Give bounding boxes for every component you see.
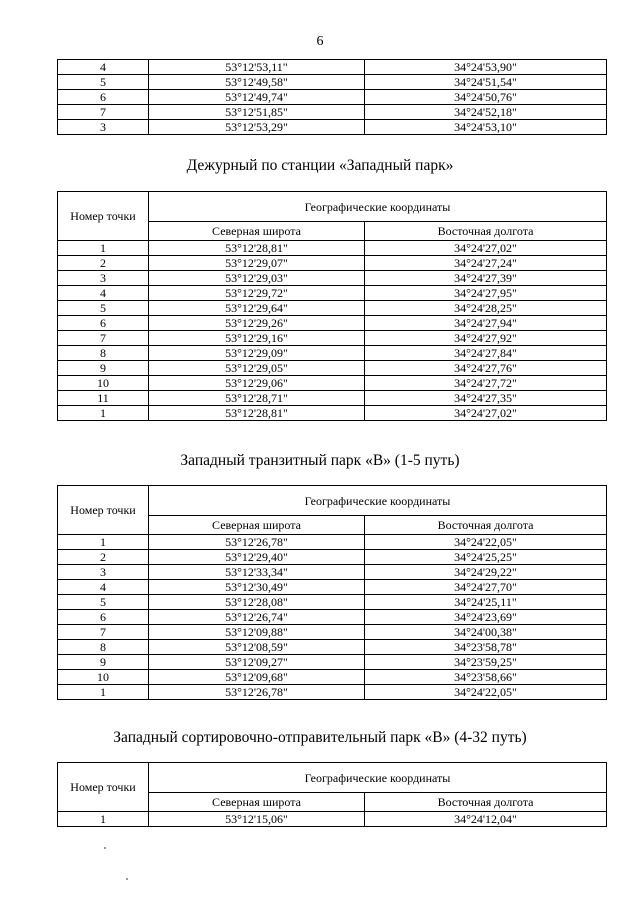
north-latitude-cell: 53°12'26,74" [149, 610, 365, 625]
north-latitude-cell: 53°12'09,27" [149, 655, 365, 670]
point-number-cell: 5 [58, 595, 149, 610]
north-latitude-cell: 53°12'28,71" [149, 391, 365, 406]
table-row [58, 670, 607, 685]
point-number-cell: 5 [58, 75, 149, 90]
east-longitude-cell: 34°24'28,25" [365, 301, 607, 316]
page-number: 6 [316, 34, 324, 49]
point-number-cell: 9 [58, 655, 149, 670]
table-row [58, 120, 607, 135]
east-longitude-cell: 34°24'53,90" [365, 60, 607, 75]
east-longitude-cell: 34°24'25,11" [365, 595, 607, 610]
east-longitude-cell: 34°24'27,02" [365, 406, 607, 421]
header-geo-coordinates: Географические координаты [149, 763, 607, 793]
east-longitude-cell: 34°24'27,94" [365, 316, 607, 331]
north-latitude-cell: 53°12'28,81" [149, 406, 365, 421]
north-latitude-cell: 53°12'29,26" [149, 316, 365, 331]
point-number-cell: 5 [58, 301, 149, 316]
east-longitude-cell: 34°24'12,04" [365, 812, 607, 827]
table-row [58, 580, 607, 595]
table-row [58, 331, 607, 346]
east-longitude-cell: 34°24'23,69" [365, 610, 607, 625]
east-longitude-cell: 34°24'27,24" [365, 256, 607, 271]
point-number-cell: 7 [58, 105, 149, 120]
table-row [58, 90, 607, 105]
north-latitude-cell: 53°12'30,49" [149, 580, 365, 595]
coordinates-table-western-park-duty [57, 191, 607, 421]
table-row [58, 346, 607, 361]
north-latitude-cell: 53°12'09,88" [149, 625, 365, 640]
north-latitude-cell: 53°12'29,09" [149, 346, 365, 361]
table-row [58, 286, 607, 301]
east-longitude-cell: 34°24'25,25" [365, 550, 607, 565]
north-latitude-cell: 53°12'26,78" [149, 685, 365, 700]
east-longitude-cell: 34°24'22,05" [365, 535, 607, 550]
point-number-cell: 2 [58, 256, 149, 271]
north-latitude-cell: 53°12'49,74" [149, 90, 365, 105]
north-latitude-cell: 53°12'15,06" [149, 812, 365, 827]
east-longitude-cell: 34°24'22,05" [365, 685, 607, 700]
point-number-cell: 7 [58, 625, 149, 640]
table-row [58, 610, 607, 625]
east-longitude-cell: 34°24'27,39" [365, 271, 607, 286]
table-row [58, 75, 607, 90]
header-point-number: Номер точки [58, 486, 149, 535]
table-row [58, 655, 607, 670]
point-number-cell: 4 [58, 580, 149, 595]
section-title-sorting-park: Западный сортировочно-отправительный парк «В» (4-32 путь) [113, 729, 527, 746]
north-latitude-cell: 53°12'28,81" [149, 241, 365, 256]
table-row [58, 241, 607, 256]
table-row [58, 406, 607, 421]
point-number-cell: 11 [58, 391, 149, 406]
north-latitude-cell: 53°12'53,11" [149, 60, 365, 75]
header-east-longitude: Восточная долгота [365, 222, 607, 241]
point-number-cell: 1 [58, 406, 149, 421]
table-row [58, 812, 607, 827]
table-row [58, 625, 607, 640]
point-number-cell: 4 [58, 286, 149, 301]
table-row [58, 271, 607, 286]
section-title-western-park-duty: Дежурный по станции «Западный парк» [186, 157, 454, 174]
table-row [58, 105, 607, 120]
north-latitude-cell: 53°12'49,58" [149, 75, 365, 90]
table-row [58, 535, 607, 550]
table-row [58, 685, 607, 700]
north-latitude-cell: 53°12'51,85" [149, 105, 365, 120]
header-point-number: Номер точки [58, 192, 149, 241]
east-longitude-cell: 34°24'27,92" [365, 331, 607, 346]
east-longitude-cell: 34°24'52,18" [365, 105, 607, 120]
header-geo-coordinates: Географические координаты [149, 486, 607, 516]
north-latitude-cell: 53°12'29,64" [149, 301, 365, 316]
east-longitude-cell: 34°23'58,78" [365, 640, 607, 655]
point-number-cell: 8 [58, 346, 149, 361]
header-east-longitude: Восточная долгота [365, 793, 607, 812]
point-number-cell: 9 [58, 361, 149, 376]
north-latitude-cell: 53°12'28,08" [149, 595, 365, 610]
table-row [58, 565, 607, 580]
north-latitude-cell: 53°12'08,59" [149, 640, 365, 655]
east-longitude-cell: 34°24'27,70" [365, 580, 607, 595]
table-row [58, 301, 607, 316]
north-latitude-cell: 53°12'29,72" [149, 286, 365, 301]
north-latitude-cell: 53°12'53,29" [149, 120, 365, 135]
table-row [58, 595, 607, 610]
east-longitude-cell: 34°24'00,38" [365, 625, 607, 640]
north-latitude-cell: 53°12'29,16" [149, 331, 365, 346]
north-latitude-cell: 53°12'29,03" [149, 271, 365, 286]
point-number-cell: 4 [58, 60, 149, 75]
point-number-cell: 8 [58, 640, 149, 655]
east-longitude-cell: 34°24'27,35" [365, 391, 607, 406]
east-longitude-cell: 34°23'59,25" [365, 655, 607, 670]
point-number-cell: 10 [58, 376, 149, 391]
point-number-cell: 1 [58, 685, 149, 700]
table-row [58, 316, 607, 331]
point-number-cell: 6 [58, 316, 149, 331]
coordinates-table-transit-park [57, 485, 607, 700]
table-row [58, 60, 607, 75]
north-latitude-cell: 53°12'26,78" [149, 535, 365, 550]
point-number-cell: 1 [58, 241, 149, 256]
north-latitude-cell: 53°12'29,06" [149, 376, 365, 391]
header-north-latitude: Северная широта [149, 516, 365, 535]
point-number-cell: 2 [58, 550, 149, 565]
north-latitude-cell: 53°12'29,05" [149, 361, 365, 376]
coordinates-table-sorting-park [57, 762, 607, 827]
header-north-latitude: Северная широта [149, 793, 365, 812]
east-longitude-cell: 34°24'27,95" [365, 286, 607, 301]
north-latitude-cell: 53°12'29,07" [149, 256, 365, 271]
point-number-cell: 6 [58, 90, 149, 105]
header-east-longitude: Восточная долгота [365, 516, 607, 535]
point-number-cell: 10 [58, 670, 149, 685]
table-row [58, 361, 607, 376]
east-longitude-cell: 34°24'51,54" [365, 75, 607, 90]
north-latitude-cell: 53°12'29,40" [149, 550, 365, 565]
point-number-cell: 7 [58, 331, 149, 346]
east-longitude-cell: 34°24'27,76" [365, 361, 607, 376]
scan-speck [126, 878, 128, 880]
east-longitude-cell: 34°24'29,22" [365, 565, 607, 580]
east-longitude-cell: 34°24'50,76" [365, 90, 607, 105]
north-latitude-cell: 53°12'33,34" [149, 565, 365, 580]
point-number-cell: 3 [58, 271, 149, 286]
point-number-cell: 1 [58, 535, 149, 550]
coordinates-table-continued [57, 59, 607, 135]
east-longitude-cell: 34°24'27,84" [365, 346, 607, 361]
point-number-cell: 6 [58, 610, 149, 625]
east-longitude-cell: 34°24'53,10" [365, 120, 607, 135]
east-longitude-cell: 34°24'27,72" [365, 376, 607, 391]
east-longitude-cell: 34°23'58,66" [365, 670, 607, 685]
table-row [58, 550, 607, 565]
point-number-cell: 3 [58, 565, 149, 580]
point-number-cell: 3 [58, 120, 149, 135]
east-longitude-cell: 34°24'27,02" [365, 241, 607, 256]
header-point-number: Номер точки [58, 763, 149, 812]
header-north-latitude: Северная широта [149, 222, 365, 241]
table-row [58, 640, 607, 655]
header-geo-coordinates: Географические координаты [149, 192, 607, 222]
section-title-transit-park: Западный транзитный парк «В» (1-5 путь) [180, 452, 460, 469]
north-latitude-cell: 53°12'09,68" [149, 670, 365, 685]
table-row [58, 376, 607, 391]
table-row [58, 256, 607, 271]
table-row [58, 391, 607, 406]
point-number-cell: 1 [58, 812, 149, 827]
scan-speck [104, 847, 106, 849]
